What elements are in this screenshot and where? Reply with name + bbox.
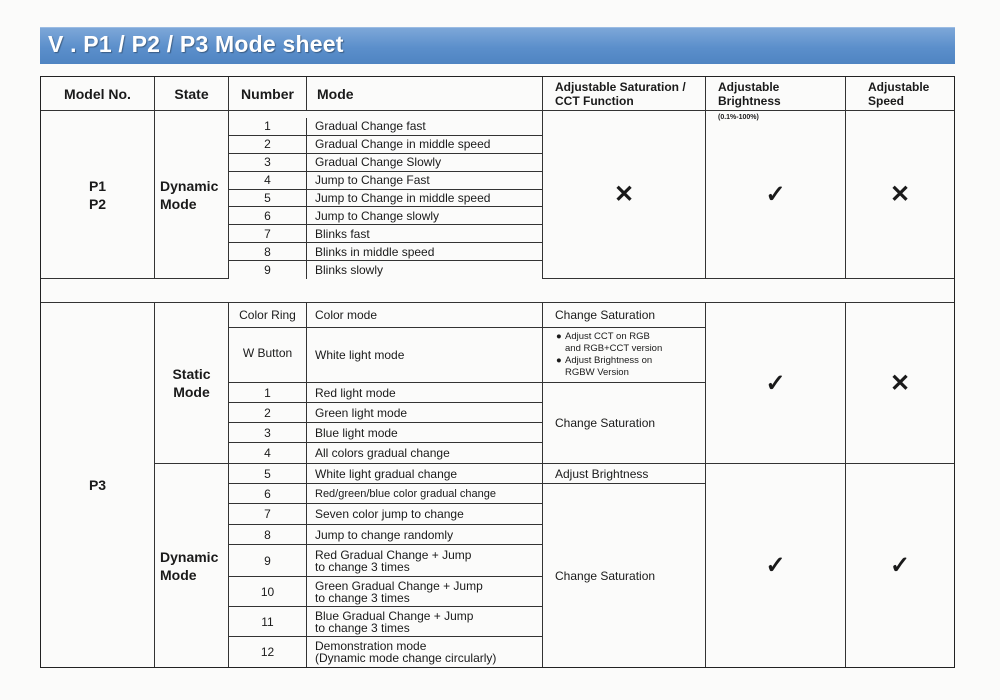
state-static-l1: Static — [172, 366, 211, 382]
sat-white-bullet-1: ● Adjust CCT on RGB — [556, 331, 650, 342]
header-mode: Mode — [307, 77, 543, 111]
number-1: 1 — [229, 383, 307, 403]
header-state: State — [155, 77, 229, 111]
number-8: 8 — [229, 525, 307, 545]
p3-static-speed-cross-icon: ✕ — [846, 303, 954, 464]
header-speed: Adjustable Speed — [846, 77, 954, 111]
number-4: 4 — [229, 443, 307, 464]
mode-green-gradual-jump — [307, 577, 543, 607]
p12-mode-cell: Blinks slowly — [307, 261, 543, 279]
model-p3: P3 — [41, 303, 155, 667]
model-p2: P2 — [88, 195, 107, 212]
number-12: 12 — [229, 637, 307, 667]
mode-green-gradual-jump-l2: to change 3 times — [315, 590, 410, 605]
p12-mode-cell: Blinks fast — [307, 225, 543, 243]
state-dynamic-p12-l1: Dynamic — [160, 177, 219, 194]
sat-white-light — [543, 328, 706, 383]
mode-green-light: Green light mode — [307, 403, 543, 423]
state-dynamic-p12 — [155, 111, 229, 279]
sat-color-mode: Change Saturation — [543, 303, 706, 328]
header-brightness — [706, 77, 846, 121]
p12-mode-cell: Jump to Change slowly — [307, 207, 543, 225]
mode-sheet-table — [40, 76, 955, 668]
mode-blue-gradual-jump-l2: to change 3 times — [315, 620, 410, 635]
sat-white-bullet-2-cont: RGBW Version — [565, 367, 629, 378]
mode-color: Color mode — [307, 303, 543, 328]
number-3: 3 — [229, 423, 307, 443]
number-7: 7 — [229, 504, 307, 525]
p12-mode-cell: Gradual Change in middle speed — [307, 136, 543, 154]
mode-blue-gradual-jump — [307, 607, 543, 637]
mode-rgb-gradual: Red/green/blue color gradual change — [307, 484, 543, 504]
p12-number-cell: 2 — [229, 136, 307, 154]
number-5: 5 — [229, 464, 307, 484]
mode-seven-color-jump: Seven color jump to change — [307, 504, 543, 525]
p12-mode-cell: Jump to Change in middle speed — [307, 190, 543, 208]
p12-number-cell: 3 — [229, 154, 307, 172]
p3-static-brightness-check-icon: ✓ — [706, 303, 846, 464]
mode-jump-random: Jump to change randomly — [307, 525, 543, 545]
sat-dynamic: Change Saturation — [543, 484, 706, 667]
p12-saturation-cross-icon: ✕ — [543, 111, 706, 279]
spacer-row — [41, 279, 954, 303]
bullet-dot-icon: ● — [556, 355, 562, 366]
state-dynamic-p3 — [155, 464, 229, 667]
number-color-ring: Color Ring — [229, 303, 307, 328]
p12-number-cell: 7 — [229, 225, 307, 243]
header-model-no: Model No. — [41, 77, 155, 111]
mode-white-light: White light mode — [307, 328, 543, 383]
p12-mode-cell: Blinks in middle speed — [307, 243, 543, 261]
p12-mode-cell: Gradual Change Slowly — [307, 154, 543, 172]
p12-number-cell: 8 — [229, 243, 307, 261]
number-11: 11 — [229, 607, 307, 637]
p12-number-cell: 6 — [229, 207, 307, 225]
p12-number-cell: 5 — [229, 190, 307, 208]
p12-mode-cell: Gradual Change fast — [307, 118, 543, 136]
header-saturation: Adjustable Saturation / CCT Function — [543, 77, 706, 111]
mode-demonstration — [307, 637, 543, 667]
mode-white-gradual: White light gradual change — [307, 464, 543, 484]
p12-rows — [229, 111, 543, 279]
mode-demonstration-l1: Demonstration mode — [315, 639, 427, 653]
mode-blue-gradual-jump-l1: Blue Gradual Change + Jump — [315, 608, 474, 623]
p3-dynamic-speed-check-icon: ✓ — [889, 552, 911, 579]
mode-red-gradual-jump-l2: to change 3 times — [315, 559, 410, 574]
sat-white-bullet-1-cont: and RGB+CCT version — [565, 343, 663, 354]
sat-white-gradual: Adjust Brightness — [543, 464, 706, 484]
p12-brightness-check-icon: ✓ — [706, 111, 846, 279]
state-dynamic-p3-l2: Mode — [160, 566, 197, 583]
mode-red-gradual-jump-l1: Red Gradual Change + Jump — [315, 547, 472, 562]
header-number: Number — [229, 77, 307, 111]
header-brightness-label: Adjustable Brightness — [718, 80, 781, 108]
p12-number-cell: 9 — [229, 261, 307, 279]
mode-red-gradual-jump — [307, 545, 543, 577]
state-static — [155, 303, 229, 464]
p3-dynamic-brightness-check-icon: ✓ — [706, 464, 846, 667]
state-static-l2: Mode — [173, 384, 210, 400]
number-10: 10 — [229, 577, 307, 607]
number-2: 2 — [229, 403, 307, 423]
sat-rgb: Change Saturation — [543, 383, 706, 464]
page-title: V . P1 / P2 / P3 Mode sheet — [48, 31, 344, 57]
number-6: 6 — [229, 484, 307, 504]
state-dynamic-p3-l1: Dynamic — [160, 548, 219, 565]
number-9: 9 — [229, 545, 307, 577]
title-banner — [40, 27, 955, 64]
mode-demonstration-l2: (Dynamic mode change circularly) — [315, 651, 497, 665]
mode-blue-light: Blue light mode — [307, 423, 543, 443]
model-p1: P1 — [88, 177, 107, 194]
sat-white-bullet-2: ● Adjust Brightness on — [556, 355, 653, 366]
number-w-button: W Button — [229, 328, 307, 383]
p12-mode-cell: Jump to Change Fast — [307, 172, 543, 190]
mode-green-gradual-jump-l1: Green Gradual Change + Jump — [315, 578, 483, 593]
model-p1-p2 — [41, 111, 155, 279]
bullet-dot-icon: ● — [556, 331, 562, 342]
mode-red-light: Red light mode — [307, 383, 543, 403]
p12-number-cell: 4 — [229, 172, 307, 190]
mode-all-colors-gradual: All colors gradual change — [307, 443, 543, 464]
state-dynamic-p12-l2: Mode — [160, 195, 197, 212]
p12-speed-cross-icon: ✕ — [846, 111, 954, 279]
p12-number-cell: 1 — [229, 118, 307, 136]
header-brightness-range: (0.1%-100%) — [718, 114, 759, 121]
